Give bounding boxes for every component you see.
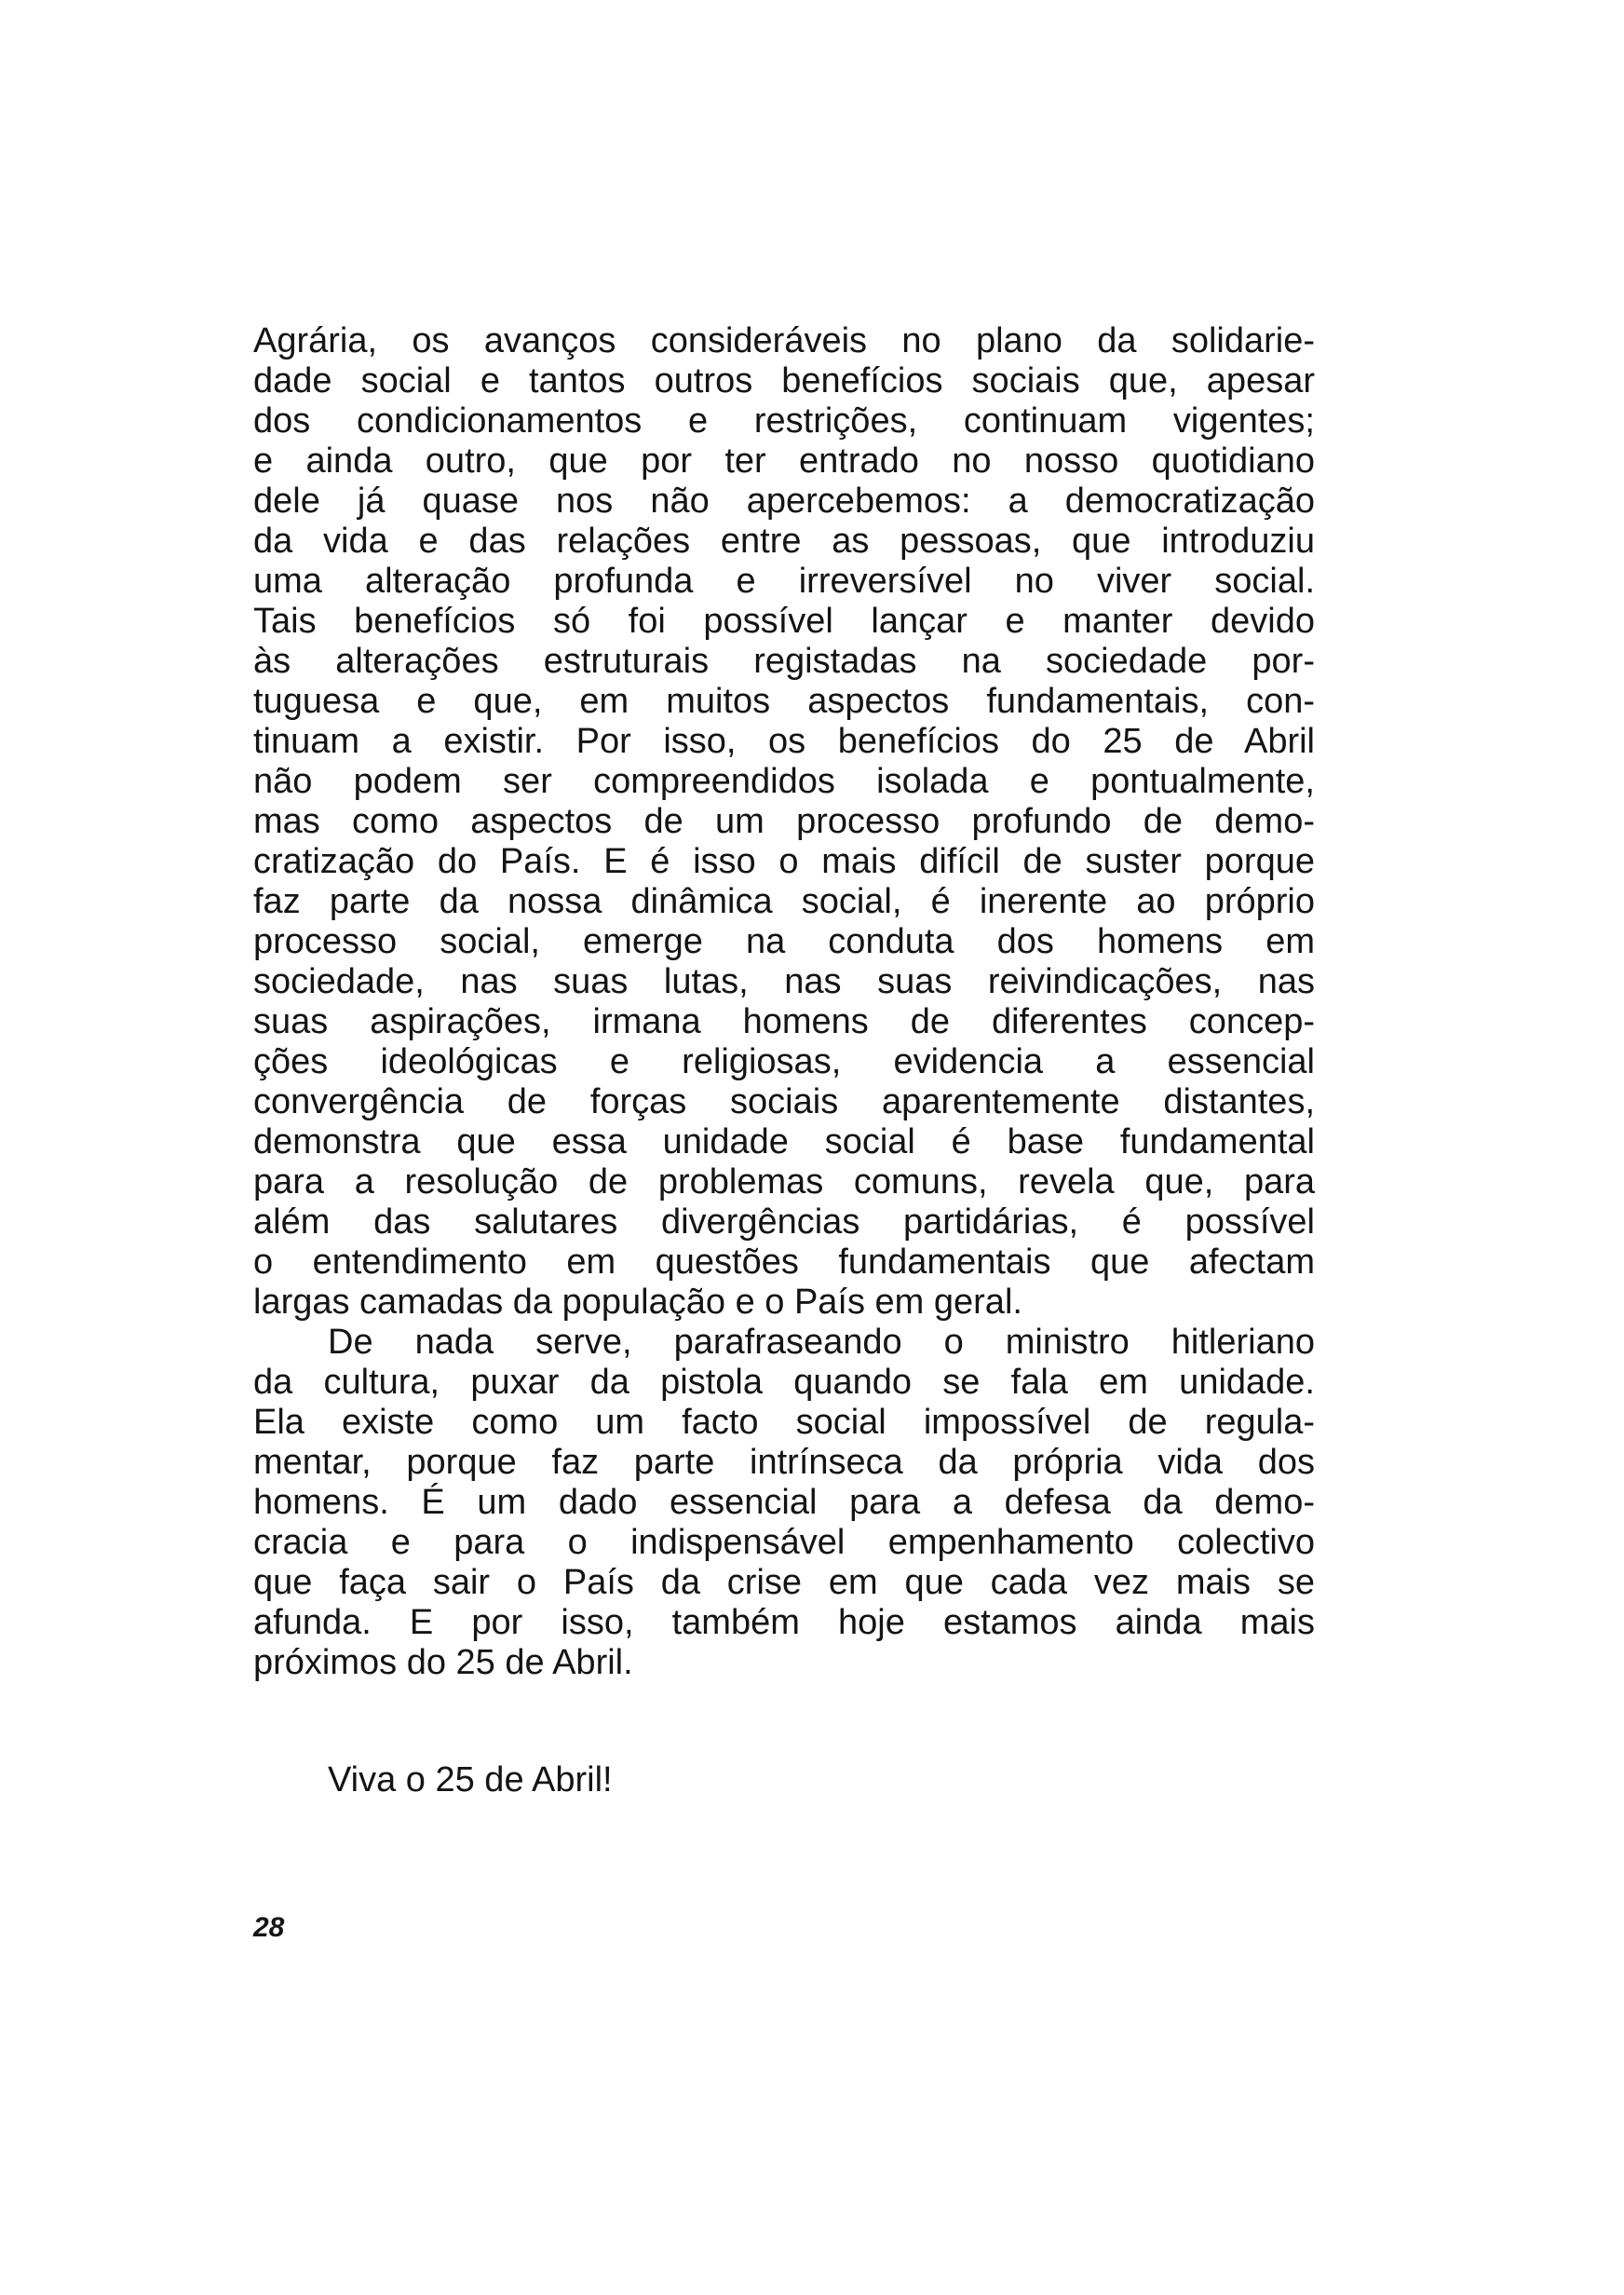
text-line: cratização do País. E é isso o mais difícil de suster porque — [253, 842, 1315, 881]
text-line: ções ideológicas e religiosas, evidencia a essencial — [253, 1042, 1315, 1081]
closing-exclamation: Viva o 25 de Abril! — [328, 1760, 613, 1799]
text-line: convergência de forças sociais aparentemente distantes, — [253, 1082, 1315, 1121]
text-line: dade social e tantos outros benefícios sociais que, apesar — [253, 361, 1315, 401]
text-line: tinuam a existir. Por isso, os benefícios do 25 de Abril — [253, 722, 1315, 761]
text-line: De nada serve, parafraseando o ministro hitleriano — [328, 1323, 1315, 1362]
text-line: afunda. E por isso, também hoje estamos ainda mais — [253, 1603, 1315, 1642]
text-line: largas camadas da população e o País em geral. — [253, 1283, 1022, 1322]
text-line: da vida e das relações entre as pessoas, que introduziu — [253, 522, 1315, 561]
text-line: para a resolução de problemas comuns, revela que, para — [253, 1162, 1315, 1202]
text-line: não podem ser compreendidos isolada e pontualmente, — [253, 762, 1315, 801]
page-number: 28 — [253, 1912, 285, 1943]
text-line: cracia e para o indispensável empenhamento colectivo — [253, 1523, 1315, 1562]
text-line: dele já quase nos não apercebemos: a democratização — [253, 482, 1315, 521]
text-line: mas como aspectos de um processo profundo de demo- — [253, 802, 1315, 841]
text-line: próximos do 25 de Abril. — [253, 1643, 633, 1682]
text-line: o entendimento em questões fundamentais que afectam — [253, 1243, 1315, 1282]
text-line: Tais benefícios só foi possível lançar e manter devido — [253, 602, 1315, 641]
body-text — [253, 321, 1315, 1683]
text-line: Agrária, os avanços consideráveis no plano da solidarie- — [253, 321, 1315, 360]
text-line: sociedade, nas suas lutas, nas suas reivindicações, nas — [253, 962, 1315, 1001]
paragraph-1 — [253, 321, 1315, 1323]
text-line: uma alteração profunda e irreversível no viver social. — [253, 562, 1315, 601]
text-line: dos condicionamentos e restrições, continuam vigentes; — [253, 401, 1315, 441]
text-line: que faça sair o País da crise em que cada vez mais se — [253, 1563, 1315, 1602]
text-line: Ela existe como um facto social impossível de regula- — [253, 1403, 1315, 1442]
paragraph-2 — [253, 1323, 1315, 1683]
text-line: demonstra que essa unidade social é base fundamental — [253, 1122, 1315, 1161]
text-line: suas aspirações, irmana homens de diferentes concep- — [253, 1002, 1315, 1041]
text-line: e ainda outro, que por ter entrado no nosso quotidiano — [253, 441, 1315, 481]
text-line: além das salutares divergências partidárias, é possível — [253, 1202, 1315, 1242]
text-line: processo social, emerge na conduta dos homens em — [253, 922, 1315, 961]
text-line: da cultura, puxar da pistola quando se fala em unidade. — [253, 1363, 1315, 1402]
text-line: faz parte da nossa dinâmica social, é inerente ao próprio — [253, 882, 1315, 921]
text-line: homens. É um dado essencial para a defesa da demo- — [253, 1483, 1315, 1522]
text-line: mentar, porque faz parte intrínseca da própria vida dos — [253, 1443, 1315, 1482]
text-line: tuguesa e que, em muitos aspectos fundamentais, con- — [253, 682, 1315, 721]
text-line: às alterações estruturais registadas na sociedade por- — [253, 642, 1315, 681]
